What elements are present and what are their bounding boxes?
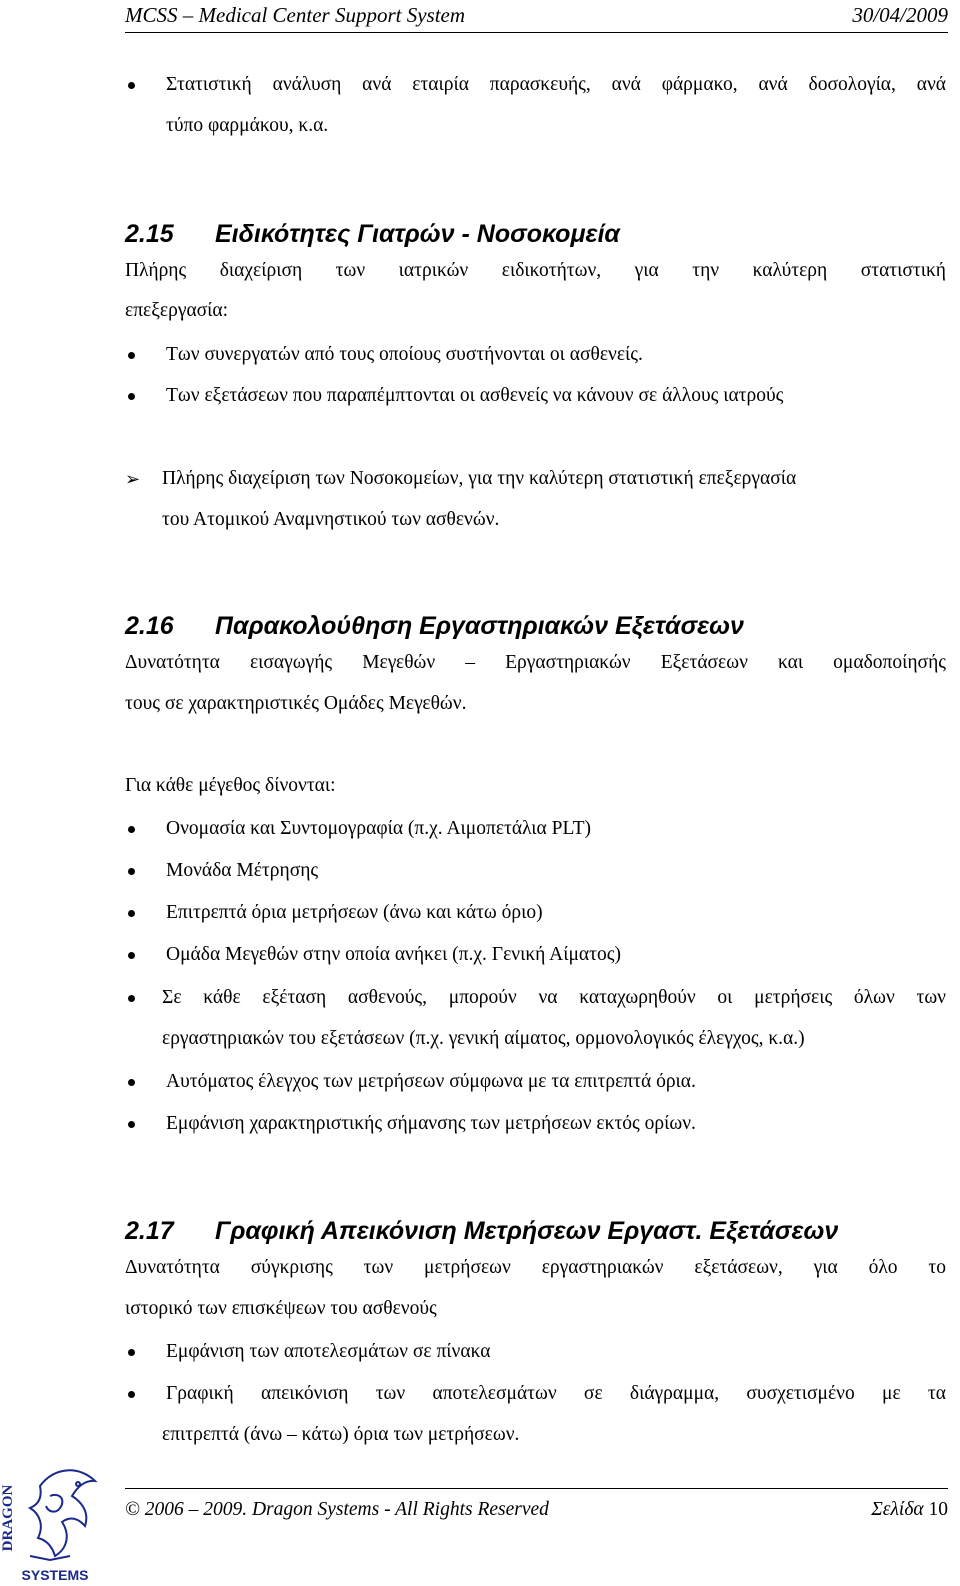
page-header [125,2,948,33]
section-2-16-bullet-5-line2: εργαστηριακών του εξετάσεων (π.χ. γενική αίματος, ορμονολογικός έλεγχος, κ.α.) [162,1028,805,1049]
bullet-icon [128,910,135,917]
section-2-16-bullet-2: Μονάδα Μέτρησης [166,860,319,881]
section-number: 2.15 [125,220,174,248]
bullet-icon [128,352,135,359]
section-heading-2-15 [125,219,620,249]
section-2-16-bullet-4: Ομάδα Μεγεθών στην οποία ανήκει (π.χ. Γενική Αίματος) [166,944,621,965]
intro-bullet-line1: Στατιστική ανάλυση ανά εταιρία παρασκευής, ανά φάρμακο, ανά δοσολογία, ανά [166,74,946,95]
section-2-15-arrow-line1: Πλήρης διαχείριση των Νοσοκομείων, για την καλύτερη στατιστική επεξεργασία [162,468,797,489]
section-title: Παρακολούθηση Εργαστηριακών Εξετάσεων [215,612,744,640]
header-date: 30/04/2009 [852,3,948,27]
footer-page-label: Σελίδα [871,1499,924,1520]
bullet-icon [128,393,135,400]
section-2-17-bullet-2-line2: επιτρεπτά (άνω – κάτω) όρια των μετρήσεων. [162,1424,520,1445]
logo-text-top: DRAGON [0,1484,16,1552]
section-2-16-bullet-7: Εμφάνιση χαρακτηριστικής σήμανσης των μετρήσεων εκτός ορίων. [166,1113,696,1134]
section-2-16-para-line2: τους σε χαρακτηριστικές Ομάδες Μεγεθών. [125,693,467,714]
header-title: MCSS – Medical Center Support System [125,3,466,27]
footer-copyright: © 2006 – 2009. Dragon Systems - All Rights Reserved [125,1499,549,1520]
section-heading-2-17 [125,1216,838,1246]
section-2-17-bullet-1: Εμφάνιση των αποτελεσμάτων σε πίνακα [166,1341,491,1362]
bullet-icon [128,1349,135,1356]
section-2-16-intro: Για κάθε μέγεθος δίνονται: [125,775,336,796]
section-2-16-bullet-1: Ονομασία και Συντομογραφία (π.χ. Αιμοπετάλια PLT) [166,818,592,839]
bullet-icon [128,826,135,833]
logo-text-bottom: SYSTEMS [21,1567,89,1583]
section-2-16-bullet-5-line1: Σε κάθε εξέταση ασθενούς, μπορούν να καταχωρηθούν οι μετρήσεις όλων των [162,987,946,1008]
section-2-16-para-line1: Δυνατότητα εισαγωγής Μεγεθών – Εργαστηριακών Εξετάσεων και ομαδοποίησής [125,652,946,673]
bullet-icon [128,1121,135,1128]
section-2-15-para-line2: επεξεργασία: [125,300,229,321]
intro-bullet-line2: τύπο φαρμάκου, κ.α. [166,115,329,136]
section-2-17-bullet-2-line1: Γραφική απεικόνιση των αποτελεσμάτων σε διάγραμμα, συσχετισμένο με τα [166,1383,946,1404]
section-2-16-bullet-3: Επιτρεπτά όρια μετρήσεων (άνω και κάτω όριο) [166,902,543,923]
section-heading-2-16 [125,611,744,641]
bullet-icon [128,952,135,959]
section-2-16-bullet-6: Αυτόματος έλεγχος των μετρήσεων σύμφωνα με τα επιτρεπτά όρια. [166,1071,696,1092]
footer-page-number: 10 [928,1499,948,1520]
section-title: Γραφική Απεικόνιση Μετρήσεων Εργαστ. Εξετάσεων [215,1217,839,1245]
section-title: Ειδικότητες Γιατρών - Νοσοκομεία [215,220,620,248]
section-2-15-bullet-1: Των συνεργατών από τους οποίους συστήνονται οι ασθενείς. [166,344,643,365]
section-2-15-para-line1: Πλήρης διαχείριση των ιατρικών ειδικοτήτων, για την καλύτερη στατιστική [125,260,946,281]
section-2-17-para-line1: Δυνατότητα σύγκρισης των μετρήσεων εργαστηριακών εξετάσεων, για όλο το [125,1257,946,1278]
bullet-icon [128,868,135,875]
section-number: 2.16 [125,612,174,640]
arrow-bullet-icon: ➢ [125,469,141,489]
bullet-icon [128,82,135,89]
section-2-15-bullet-2: Των εξετάσεων που παραπέμπτονται οι ασθενείς να κάνουν σε άλλους ιατρούς [166,385,784,406]
bullet-icon [128,1079,135,1086]
footer-divider [125,1488,948,1489]
dragon-systems-logo [0,1456,110,1584]
section-number: 2.17 [125,1217,174,1245]
bullet-icon [128,995,135,1002]
section-2-17-para-line2: ιστορικό των επισκέψεων του ασθενούς [125,1298,437,1319]
footer-page [871,1497,948,1523]
bullet-icon [128,1391,135,1398]
section-2-15-arrow-line2: του Ατομικού Αναμνηστικού των ασθενών. [162,509,500,530]
